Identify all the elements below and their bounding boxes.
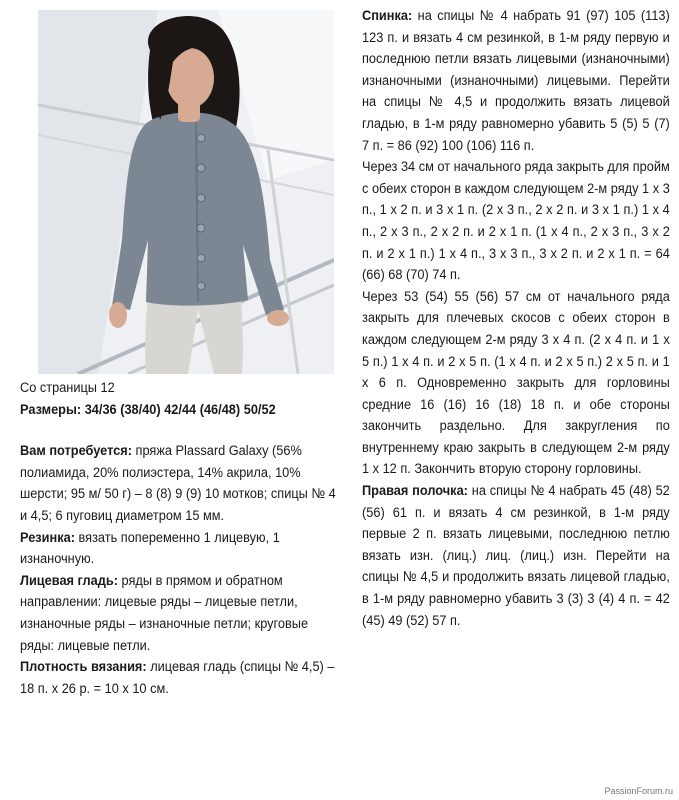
right-column — [362, 6, 670, 632]
cardigan-button-2 — [197, 164, 205, 172]
back-paragraph-2: Через 34 см от начального ряда закрыть для пройм с обеих сторон в каждом следующем 2-м ряду 1 х 3 п., 1 х 2 п. и 3 х 1 п. (2 х 3 п., 2 х 2 п. и 3 х 1 п.) 1 х 4 п., 2 х 3 п., 2 х 2 п. и 2 х 1 п. (1 х 4 п., 2 х 3 п., 3 х 2 п. и 2 х 1 п.) 1 х 4 п., 3 х 3 п., 3 х 2 п. и 2 х 1 п. = 64 (66) 68 (70) 74 п. — [362, 159, 670, 284]
sizes-label: Размеры: — [20, 401, 82, 418]
cardigan-button-4 — [197, 224, 205, 232]
front-paragraph — [362, 481, 670, 632]
cardigan-button-1 — [197, 134, 205, 142]
paragraph-gap — [20, 421, 340, 441]
rib-text: вязать попеременно 1 лицевую, 1 изнаночную. — [20, 529, 280, 568]
materials-text: пряжа Plassard Galaxy (56% полиамида, 20% полиэстера, 14% акрила, 10% шерсти; 95 м/ 50 г) – 8 (8) 9 (9) 10 мотков; спицы № 4 и 4,5; 6 пуговиц диаметром 15 мм. — [20, 443, 336, 524]
sizes-line — [20, 400, 340, 422]
gauge-label: Плотность вязания: — [20, 659, 147, 676]
source-note: Со страницы 12 — [20, 380, 115, 396]
sizes-value: 34/36 (38/40) 42/44 (46/48) 50/52 — [84, 401, 276, 418]
front-text: на спицы № 4 набрать 45 (48) 52 (56) 61 п. и вязать 4 см резинкой, в 1-м ряду первые 2 п. вязать лицевыми, последнюю петлю вязать изн. (лиц.) лиц. (лиц.) изн. Перейти на спицы № 4,5 и продолжить вязать лицевой гладью, в 1-м ряду равномерно убавить 3 (3) 3 (4) 4 п. = 42 (45) 49 (52) 57 п. — [362, 483, 670, 629]
stockinette-label: Лицевая гладь: — [20, 572, 118, 589]
back-label: Спинка: — [362, 8, 413, 24]
stockinette-text: ряды в прямом и обратном направлении: лицевые ряды – лицевые петли, изнаночные ряды – изнаночные петли; круговые ряды: лицевые петли. — [20, 572, 309, 654]
stockinette-paragraph — [20, 571, 340, 657]
front-label: Правая полочка: — [362, 483, 468, 500]
cardigan-button-5 — [197, 254, 205, 262]
cardigan-button-3 — [197, 194, 205, 202]
left-column — [20, 378, 340, 700]
back-paragraph-3: Через 53 (54) 55 (56) 57 см от начального ряда закрыть для плечевых скосов с обеих сторон в каждом следующем 2-м ряду 3 х 4 п. (2 х 4 п. и 1 х 5 п.) 1 х 4 п. и 2 х 5 п. (1 х 4 п. и 2 х 5 п.) 2 х 5 п. и 1 х 6 п. Одновременно закрыть для горловины средние 16 (16) 16 (18) 18 п. и обе стороны закончить раздельно. Для закругления по внутреннему краю закрыть в следующем 2-м ряду 1 х 12 п. Закончить вторую сторону горловины. — [362, 288, 670, 478]
cardigan-button-6 — [197, 282, 205, 290]
materials-paragraph — [20, 441, 340, 527]
back-text-1: на спицы № 4 набрать 91 (97) 105 (113) 123 п. и вязать 4 см резинкой, в 1-м ряду первую и последнюю петли вязать лицевыми (изнаночными) изнаночными (изнаночными) лицевыми. Перейти на спицы № 4,5 и продолжить вязать лицевой гладью, в 1-м ряду равномерно убавить 5 (5) 5 (7) 7 п. = 86 (92) 100 (106) 116 п. — [362, 8, 670, 154]
gauge-text: лицевая гладь (спицы № 4,5) – 18 п. х 26 р. = 10 х 10 см. — [20, 659, 335, 697]
watermark: PassionForum.ru — [604, 786, 673, 796]
rib-paragraph — [20, 528, 340, 571]
materials-label: Вам потребуется: — [20, 443, 132, 460]
model-photo — [38, 10, 334, 374]
back-paragraph-1 — [362, 6, 670, 157]
cardigan-model-illustration — [38, 10, 334, 374]
gauge-paragraph — [20, 657, 340, 700]
rib-label: Резинка: — [20, 529, 75, 546]
